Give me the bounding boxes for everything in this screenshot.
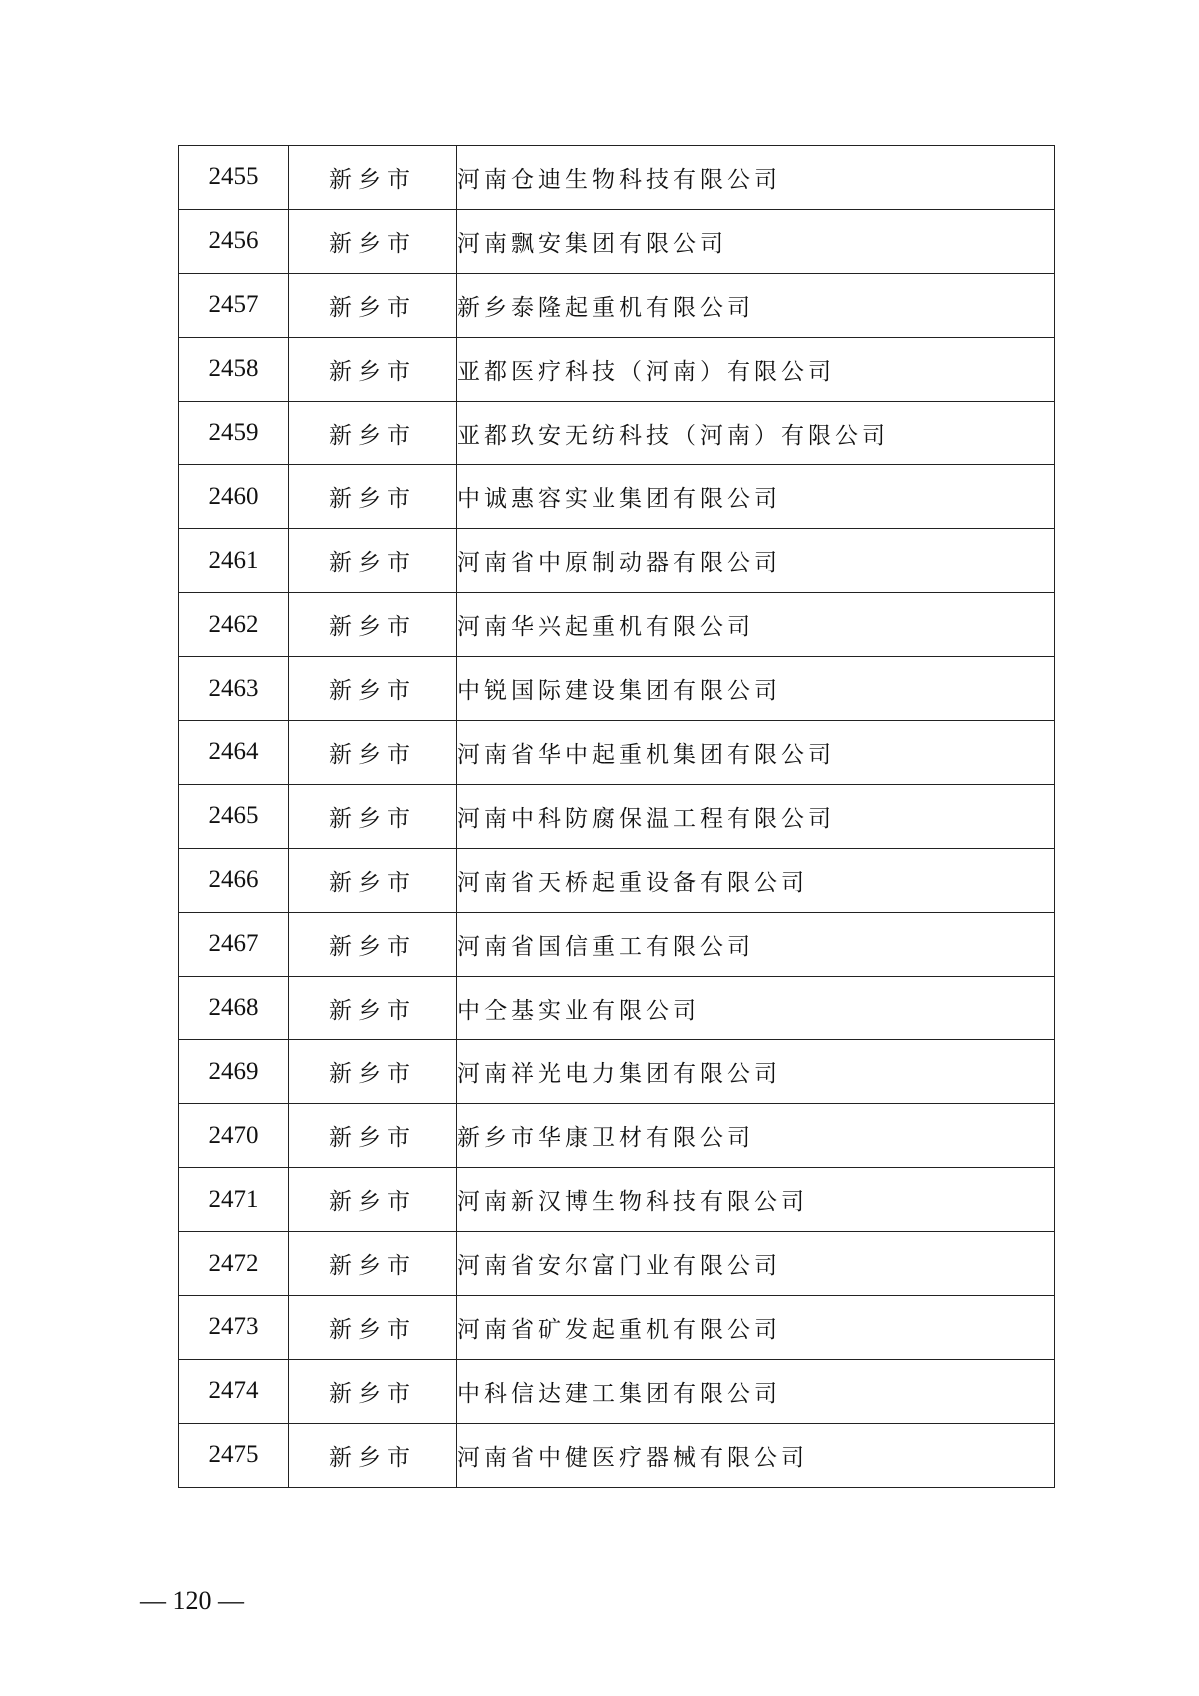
row-company-name: 河南华兴起重机有限公司: [457, 593, 1055, 657]
table-row: [179, 1296, 1055, 1360]
row-company-name: 河南省国信重工有限公司: [457, 912, 1055, 976]
table-row: [179, 721, 1055, 785]
row-city: 新乡市: [289, 273, 457, 337]
row-company-name: 亚都医疗科技（河南）有限公司: [457, 337, 1055, 401]
table-row: [179, 465, 1055, 529]
company-list-table-wrapper: [178, 145, 1054, 1488]
row-number: 2469: [179, 1040, 289, 1104]
table-row: [179, 401, 1055, 465]
row-company-name: 新乡泰隆起重机有限公司: [457, 273, 1055, 337]
table-row: [179, 593, 1055, 657]
table-row: [179, 337, 1055, 401]
company-list-body: [179, 146, 1055, 1488]
row-company-name: 中锐国际建设集团有限公司: [457, 657, 1055, 721]
row-number: 2459: [179, 401, 289, 465]
row-number: 2467: [179, 912, 289, 976]
row-company-name: 中仝基实业有限公司: [457, 976, 1055, 1040]
row-company-name: 中科信达建工集团有限公司: [457, 1359, 1055, 1423]
row-number: 2468: [179, 976, 289, 1040]
row-city: 新乡市: [289, 146, 457, 210]
row-city: 新乡市: [289, 1359, 457, 1423]
table-row: [179, 1104, 1055, 1168]
row-number: 2461: [179, 529, 289, 593]
row-city: 新乡市: [289, 209, 457, 273]
row-company-name: 河南飘安集团有限公司: [457, 209, 1055, 273]
row-number: 2473: [179, 1296, 289, 1360]
row-number: 2475: [179, 1423, 289, 1487]
row-city: 新乡市: [289, 529, 457, 593]
row-number: 2470: [179, 1104, 289, 1168]
table-row: [179, 657, 1055, 721]
table-row: [179, 912, 1055, 976]
table-row: [179, 1359, 1055, 1423]
row-city: 新乡市: [289, 657, 457, 721]
row-number: 2457: [179, 273, 289, 337]
row-company-name: 河南祥光电力集团有限公司: [457, 1040, 1055, 1104]
row-company-name: 河南中科防腐保温工程有限公司: [457, 784, 1055, 848]
row-number: 2462: [179, 593, 289, 657]
table-row: [179, 529, 1055, 593]
row-city: 新乡市: [289, 1296, 457, 1360]
company-list-table: [178, 145, 1055, 1488]
row-company-name: 河南省中原制动器有限公司: [457, 529, 1055, 593]
table-row: [179, 209, 1055, 273]
page-number: — 120 —: [140, 1586, 244, 1615]
row-city: 新乡市: [289, 1232, 457, 1296]
row-company-name: 亚都玖安无纺科技（河南）有限公司: [457, 401, 1055, 465]
row-number: 2458: [179, 337, 289, 401]
table-row: [179, 1040, 1055, 1104]
row-company-name: 河南省安尔富门业有限公司: [457, 1232, 1055, 1296]
row-number: 2456: [179, 209, 289, 273]
row-city: 新乡市: [289, 912, 457, 976]
row-city: 新乡市: [289, 1423, 457, 1487]
row-city: 新乡市: [289, 784, 457, 848]
row-city: 新乡市: [289, 721, 457, 785]
row-number: 2460: [179, 465, 289, 529]
row-number: 2464: [179, 721, 289, 785]
row-city: 新乡市: [289, 401, 457, 465]
row-number: 2472: [179, 1232, 289, 1296]
row-company-name: 新乡市华康卫材有限公司: [457, 1104, 1055, 1168]
table-row: [179, 1423, 1055, 1487]
row-company-name: 河南省天桥起重设备有限公司: [457, 848, 1055, 912]
table-row: [179, 146, 1055, 210]
row-city: 新乡市: [289, 1040, 457, 1104]
table-row: [179, 1168, 1055, 1232]
row-number: 2463: [179, 657, 289, 721]
table-row: [179, 784, 1055, 848]
row-city: 新乡市: [289, 1104, 457, 1168]
table-row: [179, 848, 1055, 912]
row-city: 新乡市: [289, 976, 457, 1040]
row-city: 新乡市: [289, 465, 457, 529]
table-row: [179, 1232, 1055, 1296]
table-row: [179, 976, 1055, 1040]
row-city: 新乡市: [289, 1168, 457, 1232]
row-number: 2471: [179, 1168, 289, 1232]
row-company-name: 河南新汉博生物科技有限公司: [457, 1168, 1055, 1232]
row-company-name: 河南省中健医疗器械有限公司: [457, 1423, 1055, 1487]
row-city: 新乡市: [289, 593, 457, 657]
row-number: 2465: [179, 784, 289, 848]
row-number: 2474: [179, 1359, 289, 1423]
row-company-name: 中诚惠容实业集团有限公司: [457, 465, 1055, 529]
table-row: [179, 273, 1055, 337]
row-city: 新乡市: [289, 337, 457, 401]
row-company-name: 河南省华中起重机集团有限公司: [457, 721, 1055, 785]
row-number: 2466: [179, 848, 289, 912]
row-company-name: 河南省矿发起重机有限公司: [457, 1296, 1055, 1360]
row-number: 2455: [179, 146, 289, 210]
row-city: 新乡市: [289, 848, 457, 912]
row-company-name: 河南仓迪生物科技有限公司: [457, 146, 1055, 210]
